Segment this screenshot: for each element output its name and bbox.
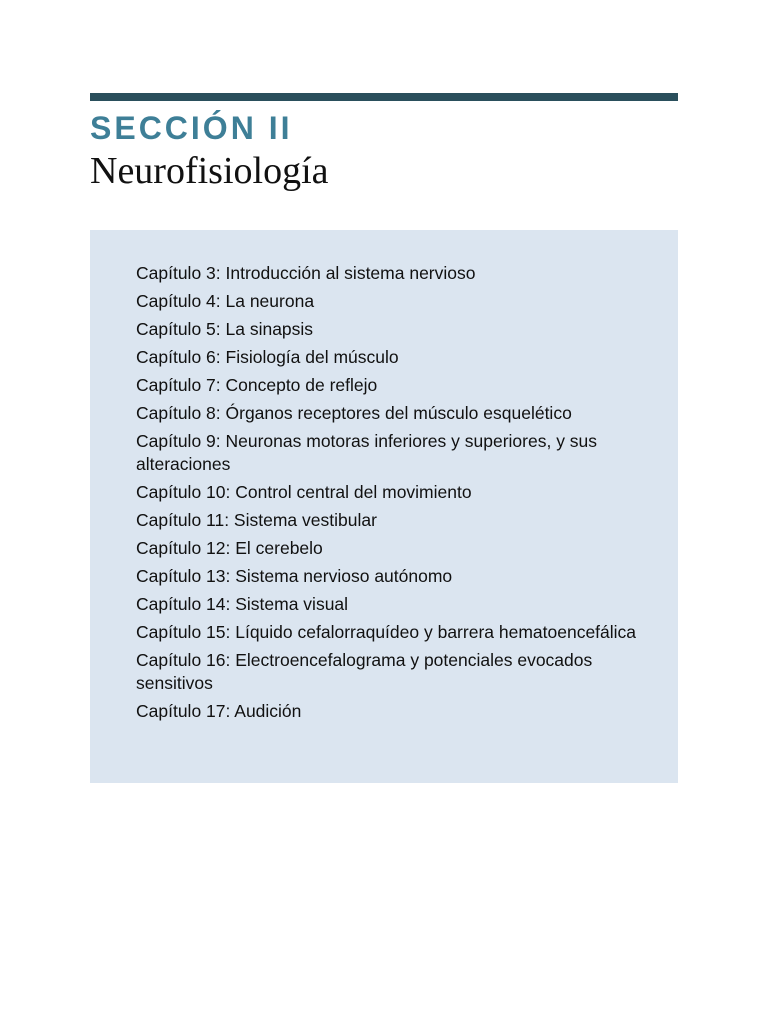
chapter-list	[90, 230, 678, 723]
chapter-item: Capítulo 13: Sistema nervioso autónomo	[136, 566, 453, 586]
chapter-item: Capítulo 5: La sinapsis	[136, 319, 314, 339]
chapter-item: Capítulo 10: Control central del movimiento	[136, 482, 472, 502]
chapter-item: Capítulo 15: Líquido cefalorraquídeo y barrera hematoencefálica	[136, 622, 637, 642]
section-label: SECCIÓN II	[90, 110, 293, 146]
chapter-item: Capítulo 17: Audición	[136, 701, 302, 721]
chapter-item: Capítulo 11: Sistema vestibular	[136, 510, 377, 530]
chapter-item: Capítulo 16: Electroencefalograma y potenciales evocados sensitivos	[136, 650, 593, 693]
chapter-item: Capítulo 12: El cerebelo	[136, 538, 323, 558]
section-top-rule	[90, 93, 678, 101]
chapter-item: Capítulo 4: La neurona	[136, 291, 315, 311]
chapter-list-box	[90, 230, 678, 783]
chapter-item: Capítulo 7: Concepto de reflejo	[136, 375, 378, 395]
chapter-item: Capítulo 8: Órganos receptores del músculo esquelético	[136, 403, 572, 423]
chapter-item: Capítulo 6: Fisiología del músculo	[136, 347, 399, 367]
chapter-item: Capítulo 9: Neuronas motoras inferiores y superiores, y sus alteraciones	[136, 431, 598, 474]
chapter-item: Capítulo 14: Sistema visual	[136, 594, 349, 614]
chapter-item: Capítulo 3: Introducción al sistema nervioso	[136, 263, 476, 283]
section-title: Neurofisiología	[90, 150, 329, 192]
